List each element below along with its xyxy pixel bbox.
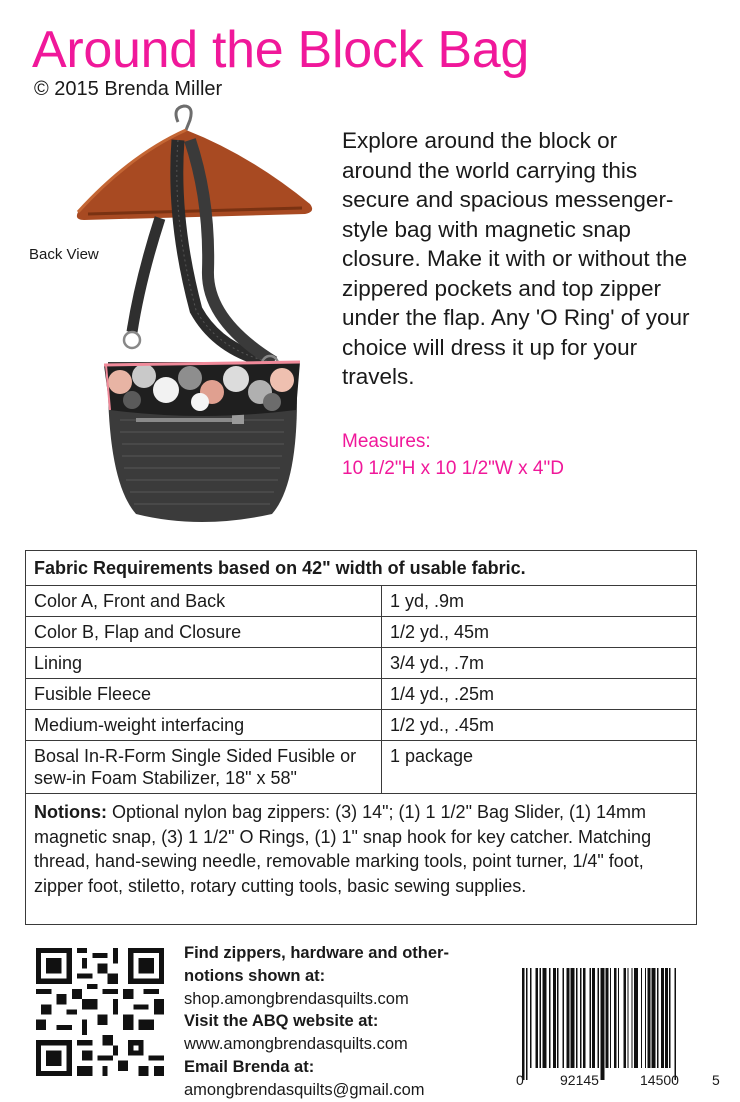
- measures-label: Measures:: [342, 431, 431, 452]
- requirements-heading: Fabric Requirements based on 42" width of usable fabric.: [26, 551, 697, 586]
- notions-text: Optional nylon bag zippers: (3) 14"; (1) 1 1/2" Bag Slider, (1) 14mm magnetic snap, (3) 1 1/2" O Rings, (1) 1" snap hook for key catcher. Matching thread, hand-sewing needle, removable marking tools, point turner, 1/4" foot, zipper foot, stiletto, rotary cutting tools, basic sewing supplies.: [34, 802, 652, 896]
- requirement-item: Color B, Flap and Closure: [26, 617, 382, 648]
- description-text: Explore around the block or around the world carrying this secure and spacious messenger-style bag with magnetic snap closure. Make it with or without the zippered pockets and top zipper under the flap. Any 'O Ring' of your choice will dress it up for your travels.: [342, 128, 690, 389]
- requirement-item: Bosal In-R-Form Single Sided Fusible or sew-in Foam Stabilizer, 18" x 58": [26, 741, 382, 794]
- bag-icon: [104, 362, 300, 522]
- requirement-amount: 3/4 yd., .7m: [382, 648, 697, 679]
- website-heading: Visit the ABQ website at:: [184, 1012, 379, 1031]
- zippers-heading: Find zippers, hardware and other-notions shown at:: [184, 944, 449, 985]
- photo-caption: Back View: [29, 246, 99, 263]
- barcode-group-right: 14500: [640, 1072, 679, 1088]
- barcode-group-left: 92145: [560, 1072, 599, 1088]
- measures-block: [342, 428, 564, 482]
- requirement-amount: 1/4 yd., .25m: [382, 679, 697, 710]
- qr-code-icon: [36, 948, 164, 1076]
- barcode-digit-last: 5: [712, 1072, 720, 1088]
- notions-row: [26, 794, 697, 925]
- requirement-amount: 1 yd, .9m: [382, 586, 697, 617]
- requirement-item: Color A, Front and Back: [26, 586, 382, 617]
- measures-value: 10 1/2"H x 10 1/2"W x 4"D: [342, 458, 564, 479]
- table-row: [26, 710, 697, 741]
- fabric-requirements-table: [25, 550, 697, 925]
- table-row: [26, 586, 697, 617]
- shop-link[interactable]: shop.amongbrendasquilts.com: [184, 989, 409, 1008]
- requirement-amount: 1/2 yd., 45m: [382, 617, 697, 648]
- notions-cell: [26, 794, 697, 925]
- requirement-amount: 1 package: [382, 741, 697, 794]
- barcode-digit-first: 0: [516, 1072, 524, 1088]
- table-row: [26, 648, 697, 679]
- page-title: Around the Block Bag: [32, 21, 529, 79]
- contact-info: [184, 942, 504, 1102]
- copyright-notice: © 2015 Brenda Miller: [34, 78, 223, 100]
- table-row: [26, 679, 697, 710]
- requirement-item: Fusible Fleece: [26, 679, 382, 710]
- requirement-item: Lining: [26, 648, 382, 679]
- website-link[interactable]: www.amongbrendasquilts.com: [184, 1035, 408, 1054]
- email-heading: Email Brenda at:: [184, 1057, 315, 1076]
- table-row: [26, 741, 697, 794]
- table-row: [26, 617, 697, 648]
- bag-photo: [60, 100, 330, 540]
- requirement-amount: 1/2 yd., .45m: [382, 710, 697, 741]
- table-header-row: [26, 551, 697, 586]
- email-link[interactable]: amongbrendasquilts@gmail.com: [184, 1080, 425, 1099]
- barcode-icon: [512, 968, 720, 1088]
- requirement-item: Medium-weight interfacing: [26, 710, 382, 741]
- notions-label: Notions:: [34, 802, 107, 822]
